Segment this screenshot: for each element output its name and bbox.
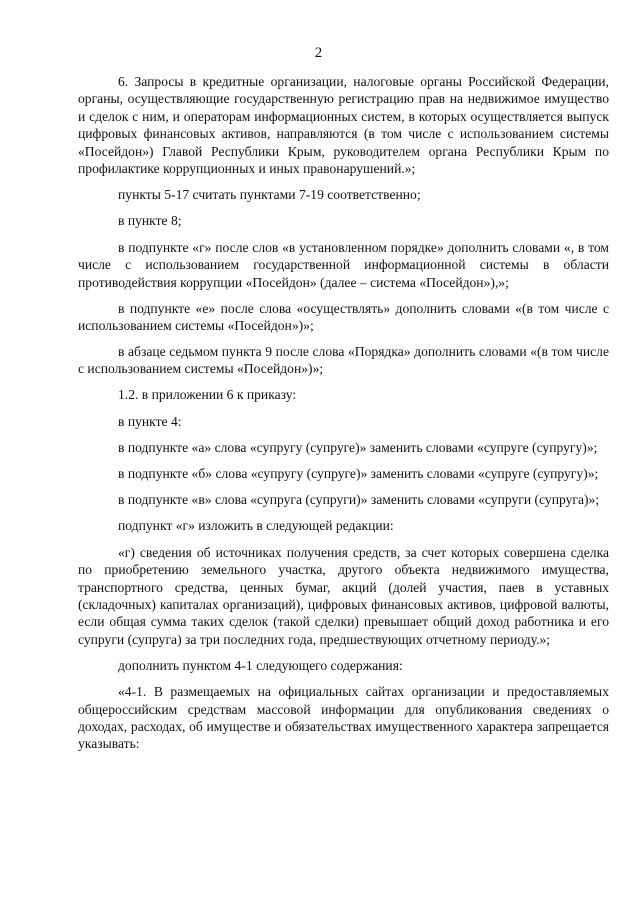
paragraph-subpoint-v-replace: в подпункте «в» слова «супруга (супруги)» заменить словами «супруги (супруга)»; — [118, 492, 600, 508]
paragraph-add-point-4-1: дополнить пунктом 4-1 следующего содержания: — [118, 657, 403, 673]
paragraph-item-6-requests: 6. Запросы в кредитные организации, налоговые органы Российской Федерации, органы, осуществляющие государственную регистрацию прав на недвижимое имущество и сделок с ним, и операторам информационных систем, в которых осуществляется выпуск цифровых финансовых активов, направляются (в том числе с использованием системы «Посейдон») Главой Республики Крым, руководителем органа Республики Крым по профилактике коррупционных и иных правонарушений.»; — [78, 74, 609, 177]
paragraph-point-4: в пункте 4: — [118, 413, 182, 429]
paragraph-subpoint-g-text: «г) сведения об источниках получения средств, за счет которых совершена сделка по приобретению земельного участка, другого объекта недвижимого имущества, транспортного средства, ценных бумаг, акций (долей участия, паев в уставных (складочных) капиталах организаций), цифровых финансовых активов, цифровой валюты, если общая сумма таких сделок (такой сделки) превышает общий доход работника и его супруги (супруга) за три последних года, предшествующих отчетному периоду.»; — [78, 544, 609, 647]
document-body — [78, 73, 609, 761]
paragraph-subpoint-e-addition: в подпункте «е» после слова «осуществлять» дополнить словами «(в том числе с использованием системы «Посейдон»)»; — [78, 300, 609, 334]
paragraph-subpoint-a-replace: в подпункте «а» слова «супругу (супруге)» заменить словами «супруге (супругу)»; — [118, 440, 598, 456]
paragraph-subpoint-g-new-edition: подпункт «г» изложить в следующей редакции: — [118, 518, 394, 534]
paragraph-point-8: в пункте 8; — [118, 213, 182, 229]
paragraph-subpoint-g-addition: в подпункте «г» после слов «в установленном порядке» дополнить словами «, в том числе с использованием государственной информационной системы в области противодействия коррупции «Посейдон» (далее – система «Посейдон»),»; — [78, 239, 609, 290]
paragraph-point-9-addition: в абзаце седьмом пункта 9 после слова «Порядка» дополнить словами «(в том числе с использованием системы «Посейдон»)»; — [78, 344, 609, 377]
page-number: 2 — [314, 45, 323, 61]
paragraph-renumber-points: пункты 5-17 считать пунктами 7-19 соответственно; — [118, 187, 421, 203]
paragraph-subpoint-b-replace: в подпункте «б» слова «супругу (супруге)» заменить словами «супруге (супругу)»; — [118, 466, 599, 482]
paragraph-appendix-6: 1.2. в приложении 6 к приказу: — [118, 387, 297, 403]
paragraph-point-4-1-text: «4-1. В размещаемых на официальных сайтах организации и предоставляемых общероссийским средствам массовой информации для опубликования сведениях о доходах, расходах, об имуществе и обязательствах имущественного характера запрещается указывать: — [78, 684, 609, 752]
